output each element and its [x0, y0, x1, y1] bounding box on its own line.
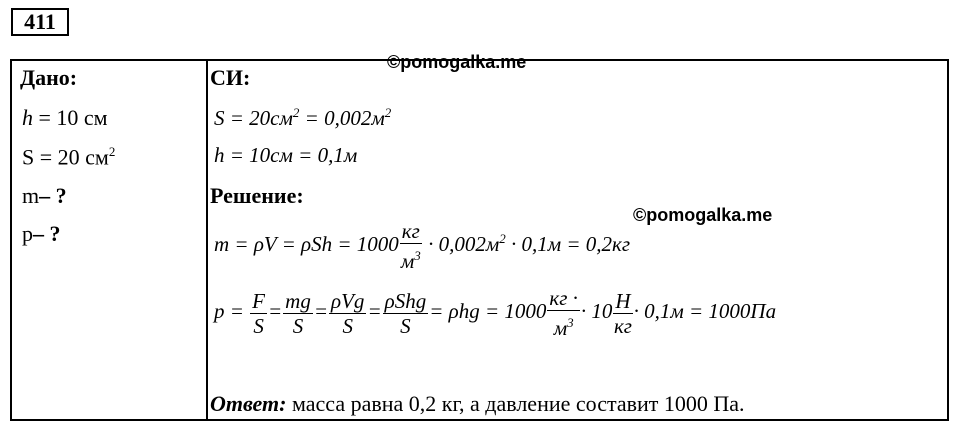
si-area-conversion: $S = 20см^2 = 0,002м^2$: [214, 105, 392, 130]
formula-mass: m = ρV = ρSh = 1000 $\frac{кг}{м^3}$ · $0,002м^2 \cdot 0,1м = 0,2кг$: [214, 219, 631, 273]
problem-number: 411: [11, 8, 69, 36]
formula-pressure: p = $\frac{F}{S}$ = $\frac{mg}{S}$ = $\frac{\text{ρVg}}{S}$ = $\frac{\text{ρShg}}{S}$ = ρhg = 1000 $\frac{кг \cdot}{м^3}$ · 10 $\frac{Н}{кг}$ · 0,1м = 1000Па: [214, 286, 777, 340]
given-title: Дано:: [20, 65, 78, 90]
column-divider: [206, 61, 208, 419]
answer-label: Ответ:: [210, 391, 287, 416]
fraction-rvg-over-s: $\frac{\text{ρVg}}{S}$: [331, 288, 365, 338]
watermark-middle: ©pomogalka.me: [633, 205, 773, 225]
fraction-kg-per-m3-2: $\frac{кг \cdot}{м^3}$: [549, 286, 578, 340]
fraction-rshg-over-s: $\frac{\text{ρShg}}{S}$: [384, 288, 427, 338]
fraction-f-over-s: $\frac{F}{S}$: [252, 288, 265, 338]
given-mass-unknown: m– ?: [22, 183, 67, 208]
si-title: СИ:: [210, 65, 251, 90]
solution-table: [10, 59, 949, 421]
given-pressure-unknown: p– ?: [22, 221, 61, 246]
fraction-n-per-kg: $\frac{Н}{кг}$: [613, 288, 632, 338]
answer-line: [210, 391, 745, 417]
given-area: S = 20 $см^2$: [22, 144, 116, 170]
watermark-top: ©pomogalka.me: [387, 52, 527, 72]
answer-text: масса равна 0,2 кг, а давление составит 1000 Па.: [286, 391, 745, 416]
solution-title: Решение:: [210, 183, 304, 208]
given-height: h = 10 см: [22, 105, 108, 130]
fraction-mg-over-s: $\frac{mg}{S}$: [285, 288, 311, 338]
fraction-kg-per-m3: $\frac{кг}{м^3}$: [400, 219, 421, 273]
si-height-conversion: h = 10см = 0,1м: [214, 143, 358, 167]
